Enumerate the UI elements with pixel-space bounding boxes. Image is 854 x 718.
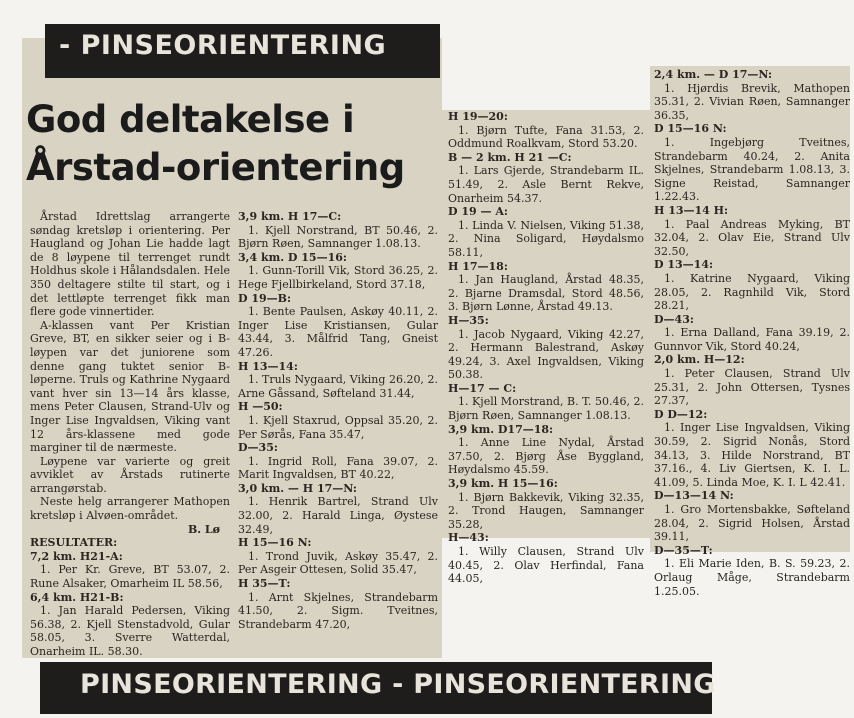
result-class-heading: H 17—18: [448,259,508,273]
bottom-banner-text: PINSEORIENTERING - PINSEORIENTERING [80,669,716,700]
result-class-heading: D 15—16 N: [654,122,727,136]
result-entry: 1. Trond Juvik, Askøy 35.47, 2. Per Asgeir Ottesen, Solid 35.47, [238,549,438,577]
result-entry: 1. Jacob Nygaard, Viking 42.27, 2. Hermann Balestrand, Askøy 49.24, 3. Axel Ingvaldsen, Viking 50.38. [448,327,644,382]
article-paragraph: Neste helg arrangerer Mathopen kretsløp i Alvøen-området. [30,495,230,523]
article-paragraph: Løypene var varierte og greit avviklet av Årstads rutinerte arrangørstab. [30,454,230,495]
result-class-heading: 3,9 km. D17—18: [448,422,554,436]
result-entry: 1. Jan Harald Pedersen, Viking 56.38, 2. Kjell Stenstadvold, Gular 58.05, 3. Sverre Watterdal, Onarheim IL. 58.30. [30,604,230,658]
result-class-heading: D—35: [238,441,278,455]
result-class-heading: 3,4 km. D 15—16: [238,250,347,264]
result-entry: 1. Truls Nygaard, Viking 26.20, 2. Arne Gåssand, Søfteland 31.44, [238,373,438,400]
result-entry: 1. Ingrid Roll, Fana 39.07, 2. Marit Ingvaldsen, BT 40.22, [238,454,438,482]
top-banner-text: - PINSEORIENTERING [59,30,387,61]
result-class-heading: H—35: [448,313,489,327]
result-class-heading: H —50: [238,400,283,414]
result-entry: 1. Hjørdis Brevik, Mathopen 35.31, 2. Vivian Røen, Samnanger 36.35, [654,81,850,122]
result-entry: 1. Gunn-Torill Vik, Stord 36.25, 2. Hege Fjellbirkeland, Stord 37.18, [238,264,438,291]
result-class-heading: 2,4 km. — D 17—N: [654,68,773,81]
result-class-heading: D—35—T: [654,543,713,557]
result-class-heading: D D—12: [654,407,708,421]
result-entry: 1. Peter Clausen, Strand Ulv 25.31, 2. John Ottersen, Tysnes 27.37, [654,367,850,408]
result-class-heading: D 19—B: [238,291,292,305]
result-entry: 1. Bente Paulsen, Askøy 40.11, 2. Inger Lise Kristiansen, Gular 43.44, 3. Målfrid Tang, Gneist 47.26. [238,305,438,359]
result-entry: 1. Erna Dalland, Fana 39.19, 2. Gunnvor Vik, Stord 40.24, [654,326,850,353]
result-class-heading: D—43: [654,312,694,326]
result-entry: 1. Kjell Norstrand, BT 50.46, 2. Bjørn Røen, Samnanger 1.08.13. [238,223,438,251]
result-class-heading: D—13—14 N: [654,489,734,503]
article-column [30,210,230,659]
result-class-heading: 3,9 km. H 15—16: [448,477,558,491]
result-entry: 1. Lars Gjerde, Strandebarm IL. 51.49, 2. Asle Bernt Rekve, Onarheim 54.37. [448,164,644,205]
bottom-banner [40,662,716,714]
result-class-heading: H—43: [448,531,489,545]
result-class-heading: 7,2 km. H21-A: [30,549,123,563]
result-class-heading: B — 2 km. H 21 —C: [448,150,572,164]
results-list-3 [448,110,644,586]
result-entry: 1. Kjell Staxrud, Oppsal 35.20, 2. Per Sørås, Fana 35.47, [238,413,438,441]
result-entry: 1. Bjørn Bakkevik, Viking 32.35, 2. Trond Haugen, Samnanger 35.28, [448,490,644,531]
result-class-heading: RESULTATER: [30,536,118,550]
result-class-heading: D 13—14: [654,258,714,272]
headline-line-2: Årstad-orientering [26,146,405,189]
results-list-2 [238,210,438,631]
result-entry: 1. Henrik Bartrel, Strand Ulv 32.00, 2. Harald Linga, Øystese 32.49, [238,495,438,536]
result-entry: 1. Jan Haugland, Årstad 48.35, 2. Bjarne Dramsdal, Stord 48.56, 3. Bjørn Lønne, Årstad 49.13. [448,273,644,314]
result-entry: 1. Per Kr. Greve, BT 53.07, 2. Rune Alsaker, Omarheim IL 58.56, [30,563,230,591]
result-class-heading: 2,0 km. H—12: [654,353,745,367]
result-entry: 1. Linda V. Nielsen, Viking 51.38, 2. Nina Soligard, Høydalsmo 58.11, [448,218,644,259]
result-entry: 1. Anne Line Nydal, Årstad 37.50, 2. Bjørg Åse Byggland, Høydalsmo 45.59. [448,436,644,477]
result-class-heading: 6,4 km. H21-B: [30,590,124,604]
result-entry: 1. Inger Lise Ingvaldsen, Viking 30.59, 2. Sigrid Nonås, Stord 34.13, 3. Hilde Norstrand, BT 37.16., 4. Liv Giertsen, K. I. L. 41.09, 5. Linda Moe, K. I. L 42.41. [654,421,850,489]
result-class-heading: 3,9 km. H 17—C: [238,210,342,223]
result-entry: 1. Bjørn Tufte, Fana 31.53, 2. Oddmund Roalkvam, Stord 53.20. [448,123,644,151]
headline-line-1: God deltakelse i [26,98,355,141]
result-class-heading: D 19 — A: [448,205,508,219]
article-signature: B. Lø [187,522,220,536]
result-class-heading: H 35—T: [238,577,291,591]
article-paragraph: A-klassen vant Per Kristian Greve, BT, en sikker seier og i B-løypen var det juniorene som denne gang tuktet senior B-løperne. Truls og Kathrine Nygaard vant hver sin 13—14 års klasse, mens Peter Clausen, Strand-Ulv og Inger Lise Ingvaldsen, Viking vant 12 års-klassene med gode marginer til de nærmeste. [30,318,230,455]
headline [26,96,436,192]
result-class-heading: H 15—16 N: [238,536,312,550]
article-paragraph: Årstad Idrettslag arrangerte søndag kretsløp i orientering. Per Haugland og Johan Lie hadde lagt de 8 løypene til terrenget rundt Holdhus skole i Hålandsdalen. Hele 350 deltagere stilte til start, og i det lettløpte terrenget fikk man flere gode vinnertider. [30,210,230,319]
result-class-heading: 3,0 km. — H 17—N: [238,481,357,495]
result-entry: 1. Gro Mortensbakke, Søfteland 28.04, 2. Sigrid Holsen, Årstad 39.11, [654,503,850,544]
results-list-1 [30,536,230,658]
results-list-4 [654,68,850,598]
result-class-heading: H 13—14 H: [654,203,729,217]
result-entry: 1. Paal Andreas Myking, BT 32.04, 2. Olav Eie, Strand Ulv 32.50, [654,217,850,258]
top-banner [45,24,440,78]
result-class-heading: H—17 — C: [448,381,517,395]
result-entry: 1. Kjell Morstrand, B. T. 50.46, 2. Bjørn Røen, Samnanger 1.08.13. [448,395,644,423]
result-entry: 1. Willy Clausen, Strand Ulv 40.45, 2. Olav Herfindal, Fana 44.05, [448,545,644,586]
result-class-heading: H 13—14: [238,359,298,373]
result-entry: 1. Eli Marie Iden, B. S. 59.23, 2. Orlaug Måge, Strandebarm 1.25.05. [654,557,850,598]
result-entry: 1. Arnt Skjelnes, Strandebarm 41.50, 2. Sigm. Tveitnes, Strandebarm 47.20, [238,590,438,631]
result-class-heading: H 19—20: [448,110,508,123]
result-entry: 1. Ingebjørg Tveitnes, Strandebarm 40.24, 2. Anita Skjelnes, Strandebarm 1.08.13, 3. Signe Reistad, Samnanger 1.22.43. [654,135,850,204]
result-entry: 1. Katrine Nygaard, Viking 28.05, 2. Ragnhild Vik, Stord 28.21, [654,271,850,313]
